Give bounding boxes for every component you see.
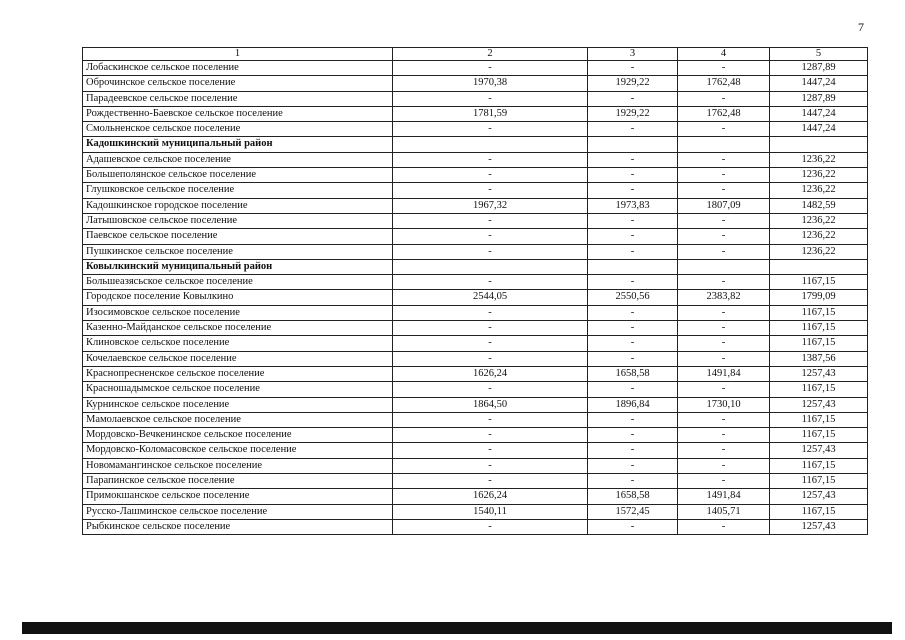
value-cell-v4: -	[678, 474, 770, 489]
value-cell-v4: -	[678, 305, 770, 320]
table-row	[83, 397, 868, 412]
value-cell-v5	[770, 137, 868, 152]
value-cell-v2: -	[393, 91, 588, 106]
settlement-name-cell: Казенно-Майданское сельское поселение	[83, 321, 393, 336]
value-cell-v4: 1762,48	[678, 106, 770, 121]
table-row	[83, 443, 868, 458]
value-cell-v3: -	[588, 152, 678, 167]
value-cell-v2: -	[393, 168, 588, 183]
settlement-name-cell: Пушкинское сельское поселение	[83, 244, 393, 259]
value-cell-v5: 1167,15	[770, 474, 868, 489]
table-row	[83, 244, 868, 259]
settlement-name-cell: Рыбкинское сельское поселение	[83, 519, 393, 534]
value-cell-v4: 1405,71	[678, 504, 770, 519]
value-cell-v3: -	[588, 229, 678, 244]
value-cell-v3: 1929,22	[588, 76, 678, 91]
settlement-name-cell: Латышовское сельское поселение	[83, 213, 393, 228]
value-cell-v3: -	[588, 305, 678, 320]
value-cell-v2: -	[393, 122, 588, 137]
settlement-name-cell: Курнинское сельское поселение	[83, 397, 393, 412]
table-row	[83, 305, 868, 320]
table-row	[83, 198, 868, 213]
table-row	[83, 275, 868, 290]
value-cell-v4: -	[678, 213, 770, 228]
value-cell-v5: 1167,15	[770, 504, 868, 519]
value-cell-v3: -	[588, 519, 678, 534]
table-row	[83, 213, 868, 228]
value-cell-v5: 1167,15	[770, 305, 868, 320]
value-cell-v4: -	[678, 351, 770, 366]
settlement-name-cell: Новомамангинское сельское поселение	[83, 458, 393, 473]
value-cell-v4: -	[678, 152, 770, 167]
value-cell-v5: 1447,24	[770, 122, 868, 137]
value-cell-v4: 1807,09	[678, 198, 770, 213]
value-cell-v5: 1257,43	[770, 397, 868, 412]
value-cell-v2	[393, 259, 588, 274]
value-cell-v2: 1970,38	[393, 76, 588, 91]
value-cell-v4: -	[678, 168, 770, 183]
table-body	[83, 48, 868, 535]
value-cell-v5: 1236,22	[770, 152, 868, 167]
value-cell-v5: 1236,22	[770, 183, 868, 198]
district-row	[83, 259, 868, 274]
table-row	[83, 458, 868, 473]
value-cell-v3: -	[588, 336, 678, 351]
settlement-name-cell: Мордовско-Коломасовское сельское поселение	[83, 443, 393, 458]
value-cell-v3: -	[588, 61, 678, 76]
tariff-table	[82, 47, 868, 535]
settlement-name-cell: Красношадымское сельское поселение	[83, 382, 393, 397]
settlement-name-cell: Краснопресненское сельское поселение	[83, 366, 393, 381]
settlement-name-cell: Кочелаевское сельское поселение	[83, 351, 393, 366]
value-cell-v2	[393, 137, 588, 152]
table-row	[83, 321, 868, 336]
value-cell-v2: -	[393, 458, 588, 473]
value-cell-v3: -	[588, 443, 678, 458]
value-cell-v5: 1799,09	[770, 290, 868, 305]
value-cell-v2: -	[393, 336, 588, 351]
table-row	[83, 106, 868, 121]
value-cell-v2: -	[393, 428, 588, 443]
value-cell-v2: 1626,24	[393, 489, 588, 504]
value-cell-v5: 1257,43	[770, 443, 868, 458]
value-cell-v4: -	[678, 61, 770, 76]
table-header-row	[83, 48, 868, 61]
value-cell-v2: -	[393, 321, 588, 336]
table-row	[83, 519, 868, 534]
value-cell-v5: 1482,59	[770, 198, 868, 213]
value-cell-v2: -	[393, 474, 588, 489]
value-cell-v3: -	[588, 122, 678, 137]
value-cell-v2: 1626,24	[393, 366, 588, 381]
value-cell-v2: -	[393, 519, 588, 534]
value-cell-v3: -	[588, 183, 678, 198]
value-cell-v4: 1762,48	[678, 76, 770, 91]
value-cell-v2: 1540,11	[393, 504, 588, 519]
table-row	[83, 351, 868, 366]
value-cell-v5: 1447,24	[770, 76, 868, 91]
value-cell-v3: -	[588, 351, 678, 366]
value-cell-v3: -	[588, 213, 678, 228]
table-row	[83, 229, 868, 244]
column-header: 1	[83, 48, 393, 61]
value-cell-v4: -	[678, 321, 770, 336]
value-cell-v5	[770, 259, 868, 274]
value-cell-v5: 1167,15	[770, 336, 868, 351]
value-cell-v3: -	[588, 428, 678, 443]
value-cell-v4: 1491,84	[678, 366, 770, 381]
value-cell-v3: 1896,84	[588, 397, 678, 412]
value-cell-v3: 1973,83	[588, 198, 678, 213]
settlement-name-cell: Русско-Лашминское сельское поселение	[83, 504, 393, 519]
value-cell-v5: 1236,22	[770, 244, 868, 259]
value-cell-v2: 2544,05	[393, 290, 588, 305]
settlement-name-cell: Кадошкинский муниципальный район	[83, 137, 393, 152]
table-row	[83, 152, 868, 167]
table-row	[83, 504, 868, 519]
value-cell-v5: 1167,15	[770, 458, 868, 473]
value-cell-v4: -	[678, 458, 770, 473]
value-cell-v2: -	[393, 443, 588, 458]
settlement-name-cell: Парапинское сельское поселение	[83, 474, 393, 489]
value-cell-v4: -	[678, 382, 770, 397]
value-cell-v2: 1781,59	[393, 106, 588, 121]
value-cell-v4: 1730,10	[678, 397, 770, 412]
settlement-name-cell: Паевское сельское поселение	[83, 229, 393, 244]
value-cell-v2: -	[393, 275, 588, 290]
settlement-name-cell: Кадошкинское городское поселение	[83, 198, 393, 213]
settlement-name-cell: Глушковское сельское поселение	[83, 183, 393, 198]
column-header: 3	[588, 48, 678, 61]
value-cell-v3: 1658,58	[588, 366, 678, 381]
value-cell-v4: -	[678, 91, 770, 106]
value-cell-v3: -	[588, 382, 678, 397]
settlement-name-cell: Изосимовское сельское поселение	[83, 305, 393, 320]
district-row	[83, 137, 868, 152]
value-cell-v5: 1167,15	[770, 382, 868, 397]
value-cell-v2: -	[393, 244, 588, 259]
table-row	[83, 168, 868, 183]
value-cell-v5: 1257,43	[770, 519, 868, 534]
value-cell-v2: -	[393, 305, 588, 320]
value-cell-v4	[678, 137, 770, 152]
value-cell-v3	[588, 259, 678, 274]
settlement-name-cell: Смольненское сельское поселение	[83, 122, 393, 137]
value-cell-v3: -	[588, 91, 678, 106]
value-cell-v4: -	[678, 519, 770, 534]
value-cell-v2: -	[393, 229, 588, 244]
value-cell-v4: -	[678, 275, 770, 290]
table-row	[83, 428, 868, 443]
settlement-name-cell: Парадеевское сельское поселение	[83, 91, 393, 106]
value-cell-v4: -	[678, 183, 770, 198]
value-cell-v3	[588, 137, 678, 152]
value-cell-v5: 1167,15	[770, 412, 868, 427]
value-cell-v3: -	[588, 275, 678, 290]
table-row	[83, 91, 868, 106]
value-cell-v5: 1287,89	[770, 61, 868, 76]
column-header: 4	[678, 48, 770, 61]
value-cell-v4: 2383,82	[678, 290, 770, 305]
value-cell-v5: 1257,43	[770, 366, 868, 381]
value-cell-v5: 1167,15	[770, 321, 868, 336]
value-cell-v3: -	[588, 244, 678, 259]
value-cell-v3: 1929,22	[588, 106, 678, 121]
settlement-name-cell: Мамолаевское сельское поселение	[83, 412, 393, 427]
value-cell-v3: 1572,45	[588, 504, 678, 519]
settlement-name-cell: Адашевское сельское поселение	[83, 152, 393, 167]
value-cell-v4: -	[678, 336, 770, 351]
page-number: 7	[858, 20, 864, 34]
value-cell-v3: -	[588, 412, 678, 427]
column-header: 5	[770, 48, 868, 61]
value-cell-v2: -	[393, 412, 588, 427]
settlement-name-cell: Большеполянское сельское поселение	[83, 168, 393, 183]
value-cell-v3: -	[588, 474, 678, 489]
value-cell-v3: -	[588, 168, 678, 183]
value-cell-v4: -	[678, 244, 770, 259]
value-cell-v5: 1387,56	[770, 351, 868, 366]
table-row	[83, 76, 868, 91]
value-cell-v2: -	[393, 152, 588, 167]
settlement-name-cell: Оброчинское сельское поселение	[83, 76, 393, 91]
value-cell-v2: -	[393, 382, 588, 397]
table-row	[83, 382, 868, 397]
settlement-name-cell: Примокшанское сельское поселение	[83, 489, 393, 504]
value-cell-v4: -	[678, 428, 770, 443]
settlement-name-cell: Мордовско-Вечкенинское сельское поселение	[83, 428, 393, 443]
value-cell-v5: 1257,43	[770, 489, 868, 504]
value-cell-v2: -	[393, 351, 588, 366]
value-cell-v5: 1167,15	[770, 275, 868, 290]
value-cell-v2: -	[393, 183, 588, 198]
settlement-name-cell: Большеазясьское сельское поселение	[83, 275, 393, 290]
value-cell-v5: 1287,89	[770, 91, 868, 106]
value-cell-v5: 1236,22	[770, 229, 868, 244]
value-cell-v4	[678, 259, 770, 274]
settlement-name-cell: Лобаскинское сельское поселение	[83, 61, 393, 76]
value-cell-v2: -	[393, 213, 588, 228]
settlement-name-cell: Клиновское сельское поселение	[83, 336, 393, 351]
column-header: 2	[393, 48, 588, 61]
value-cell-v5: 1236,22	[770, 168, 868, 183]
table-row	[83, 412, 868, 427]
table-row	[83, 366, 868, 381]
value-cell-v3: 1658,58	[588, 489, 678, 504]
value-cell-v5: 1167,15	[770, 428, 868, 443]
value-cell-v2: 1864,50	[393, 397, 588, 412]
settlement-name-cell: Ковылкинский муниципальный район	[83, 259, 393, 274]
value-cell-v3: -	[588, 321, 678, 336]
value-cell-v4: -	[678, 443, 770, 458]
table-row	[83, 474, 868, 489]
value-cell-v4: -	[678, 412, 770, 427]
value-cell-v5: 1236,22	[770, 213, 868, 228]
value-cell-v4: -	[678, 229, 770, 244]
table-row	[83, 336, 868, 351]
value-cell-v4: -	[678, 122, 770, 137]
value-cell-v4: 1491,84	[678, 489, 770, 504]
value-cell-v2: 1967,32	[393, 198, 588, 213]
table-row	[83, 183, 868, 198]
scan-bottom-edge	[22, 622, 892, 634]
value-cell-v3: 2550,56	[588, 290, 678, 305]
settlement-name-cell: Городское поселение Ковылкино	[83, 290, 393, 305]
value-cell-v5: 1447,24	[770, 106, 868, 121]
value-cell-v2: -	[393, 61, 588, 76]
settlement-name-cell: Рождественно-Баевское сельское поселение	[83, 106, 393, 121]
table-row	[83, 122, 868, 137]
table-row	[83, 61, 868, 76]
value-cell-v3: -	[588, 458, 678, 473]
table-row	[83, 290, 868, 305]
table-row	[83, 489, 868, 504]
